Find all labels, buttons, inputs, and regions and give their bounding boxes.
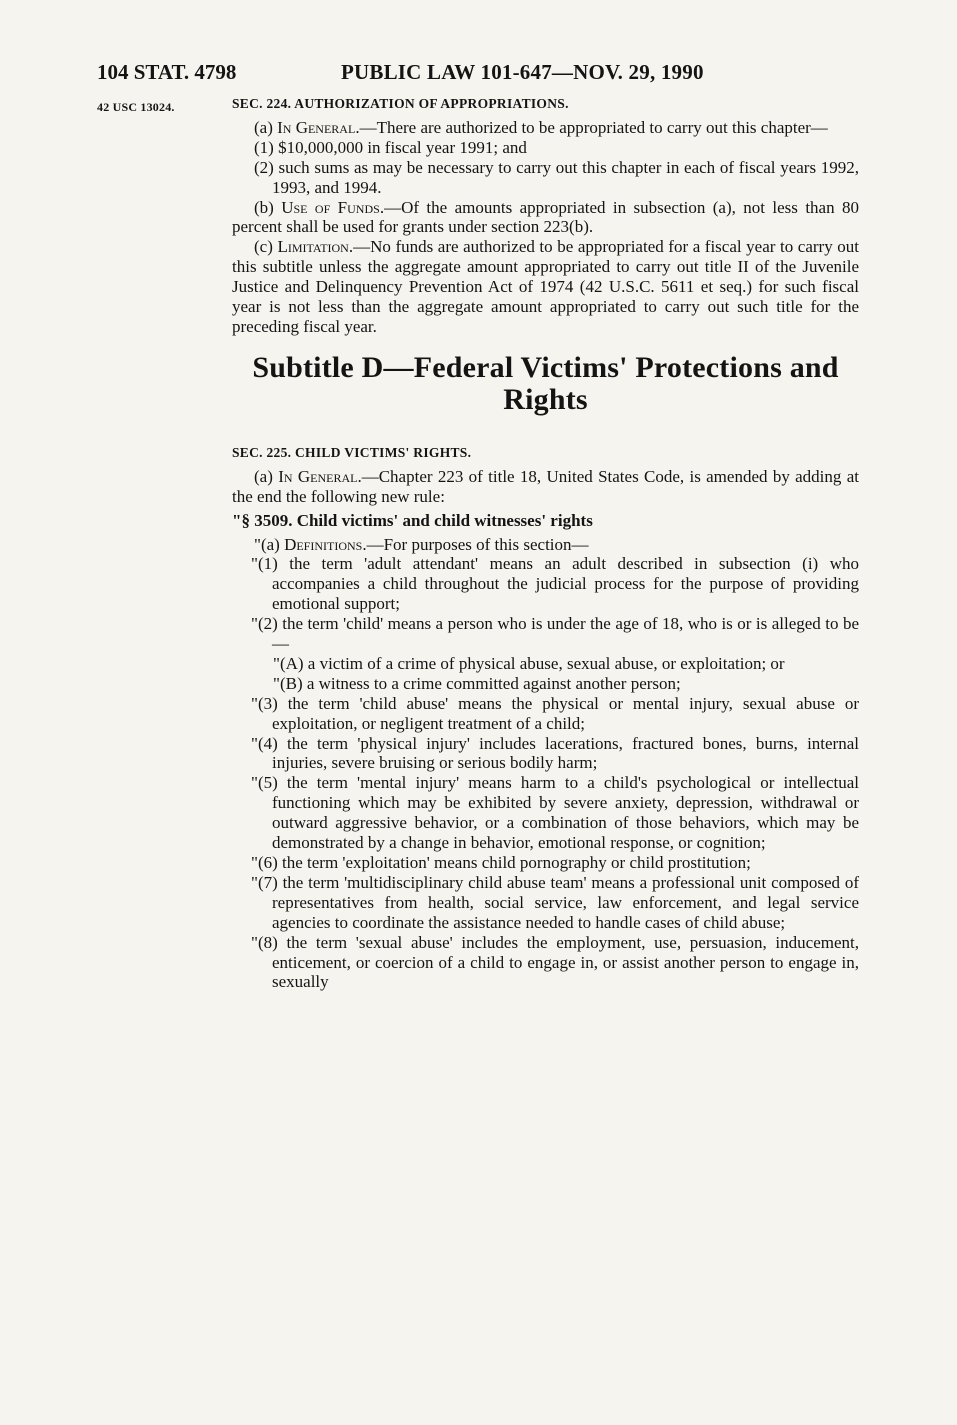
- definition-2-A: "(A) a victim of a crime of physical abuse, sexual abuse, or exploitation; or: [273, 653, 785, 673]
- section-224-paragraph-1: (1) $10,000,000 in fiscal year 1991; and: [254, 137, 527, 157]
- definitions-subsection: "(a) Definitions.—For purposes of this section—: [254, 534, 589, 554]
- definition-2: "(2) the term 'child' means a person who is under the age of 18, who is or is alleged to be—: [251, 614, 859, 654]
- section-224-subsection-c: (c) Limitation.—No funds are authorized to be appropriated for a fiscal year to carry out this subtitle unless the aggregate amount appropriated to carry out title II of the Juvenile Justice and Delinquency Prevention Act of 1974 (42 U.S.C. 5611 et seq.) for such fiscal year is not less than the aggregate amount appropriated to carry out such title for the preceding fiscal year.: [232, 237, 859, 336]
- section-224-paragraph-2: (2) such sums as may be necessary to carry out this chapter in each of fiscal years 1992, 1993, and 1994.: [254, 157, 859, 197]
- margin-citation: 42 USC 13024.: [97, 100, 175, 114]
- caption: In General: [277, 117, 356, 137]
- definition-2-B: "(B) a witness to a crime committed against another person;: [273, 673, 681, 693]
- caption: Use of Funds: [281, 197, 380, 217]
- definition-6: "(6) the term 'exploitation' means child pornography or child prostitution;: [251, 853, 751, 872]
- section-225-subsection-a: (a) In General.—Chapter 223 of title 18, United States Code, is amended by adding at the end the following new rule:: [232, 466, 859, 506]
- definition-7: "(7) the term 'multidisciplinary child abuse team' means a professional unit composed of representatives from health, social service, law enforcement, and legal service agencies to coordinate the assistance needed to handle cases of child abuse;: [251, 872, 859, 932]
- public-law-citation: PUBLIC LAW 101-647—NOV. 29, 1990: [341, 60, 704, 84]
- section-224-subsection-b: (b) Use of Funds.—Of the amounts appropriated in subsection (a), not less than 80 percent shall be used for grants under section 223(b).: [232, 197, 859, 237]
- definition-1: "(1) the term 'adult attendant' means an adult described in subsection (i) who accompanies a child throughout the judicial process for the purpose of providing emotional support;: [251, 554, 859, 614]
- document-body: [232, 94, 859, 992]
- caption: Definitions: [284, 534, 363, 554]
- definition-8: "(8) the term 'sexual abuse' includes the employment, use, persuasion, inducement, enticement, or coercion of a child to engage in, or assist another person to engage in, sexually: [251, 932, 859, 992]
- section-225-heading: SEC. 225. CHILD VICTIMS' RIGHTS.: [232, 444, 472, 460]
- definition-3: "(3) the term 'child abuse' means the physical or mental injury, sexual abuse or exploitation, or negligent treatment of a child;: [251, 693, 859, 733]
- stat-page-number: 104 STAT. 4798: [97, 60, 237, 84]
- subtitle-heading: Subtitle D—Federal Victims' Protections and Rights: [252, 350, 839, 416]
- section-224-heading: SEC. 224. AUTHORIZATION OF APPROPRIATIONS.: [232, 96, 569, 111]
- definition-5: "(5) the term 'mental injury' means harm to a child's psychological or intellectual functioning which may be exhibited by severe anxiety, depression, withdrawal or outward aggressive behavior, or a combination of those behaviors, which may be demonstrated by a change in behavior, emotional response, or cognition;: [251, 773, 859, 853]
- caption: Limitation: [277, 237, 349, 257]
- caption: In General: [278, 466, 358, 486]
- section-224-subsection-a: (a) In General.—There are authorized to be appropriated to carry out this chapter—: [254, 117, 828, 137]
- definition-4: "(4) the term 'physical injury' includes lacerations, fractured bones, burns, internal injuries, severe bruising or serious bodily harm;: [251, 733, 859, 773]
- rule-3509-heading: "§ 3509. Child victims' and child witnesses' rights: [232, 510, 593, 530]
